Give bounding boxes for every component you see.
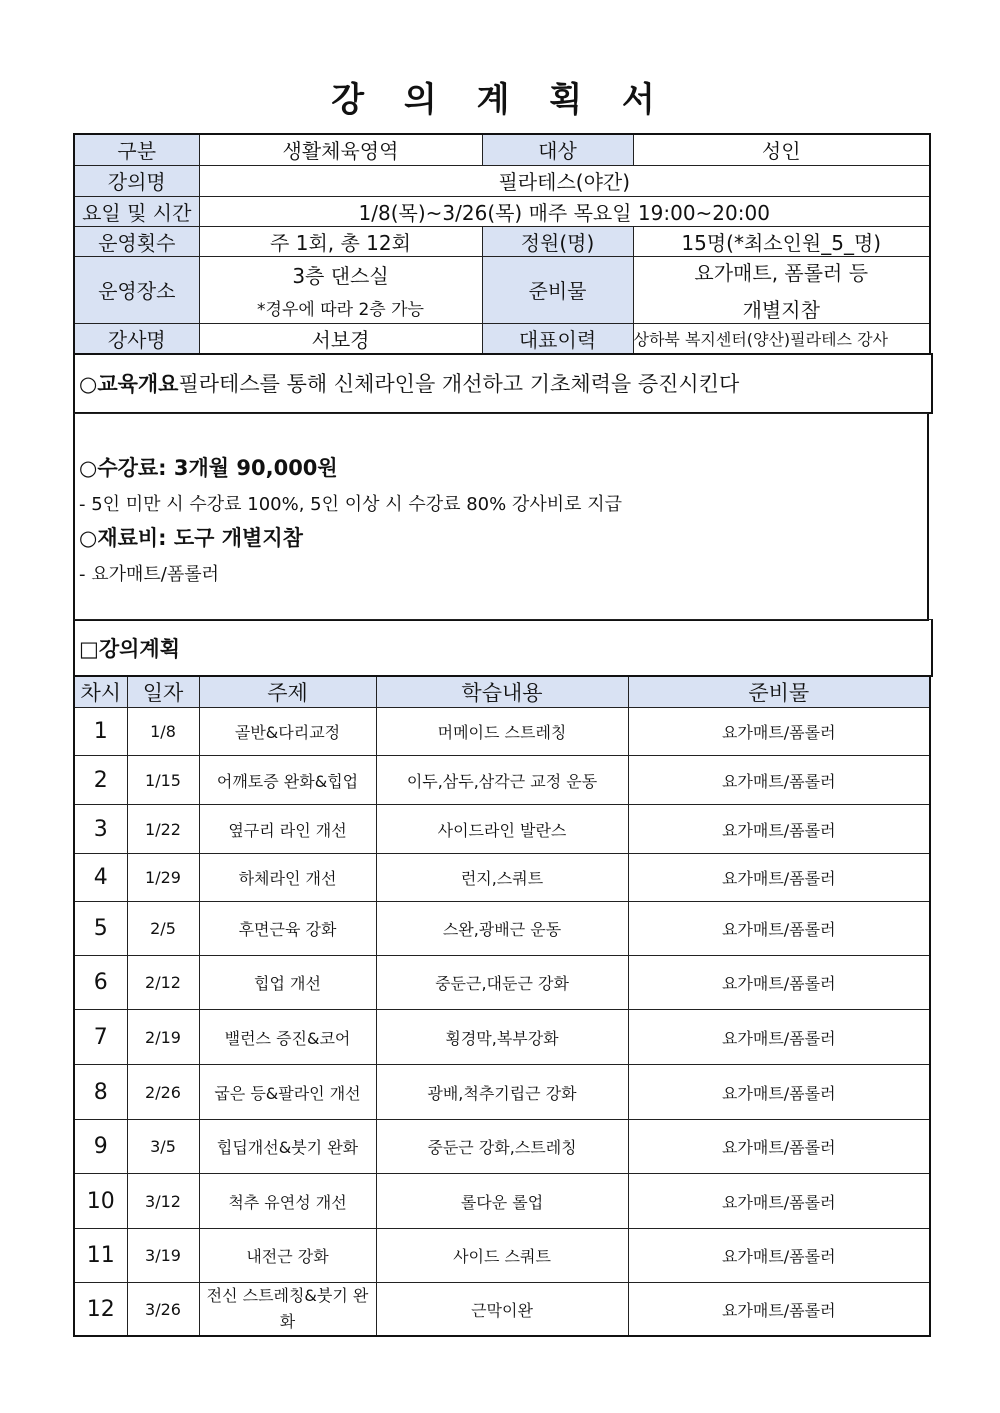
date-cell: 3/26 <box>127 1283 199 1337</box>
content-cell: 런지,스쿼트 <box>376 854 628 902</box>
course-value: 필라테스(야간) <box>199 165 930 196</box>
topic-cell: 밸런스 증진&코어 <box>199 1010 376 1065</box>
document-title: 강 의 계 획 서 <box>331 80 669 120</box>
supplies-value <box>633 256 930 323</box>
table-row <box>74 805 930 854</box>
career-value: 상하북 복지센터(양산)필라테스 강사 <box>633 323 930 354</box>
topic-cell: 힙업 개선 <box>199 956 376 1010</box>
category-label: 구분 <box>74 134 199 165</box>
table-row <box>74 756 930 805</box>
session-number-cell: 1 <box>74 708 127 756</box>
topic-cell: 옆구리 라인 개선 <box>199 805 376 854</box>
session-number-cell: 12 <box>74 1283 127 1337</box>
lecture-schedule-table <box>73 675 931 1337</box>
career-label: 대표이력 <box>482 323 633 354</box>
supplies-cell: 요가매트/폼롤러 <box>628 902 930 956</box>
fee-note: - 5인 미만 시 수강료 100%, 5인 이상 시 수강료 80% 강사비로 지급 <box>79 494 623 515</box>
topic-cell: 어깨토증 완화&힙업 <box>199 756 376 805</box>
column-header: 준비물 <box>628 676 930 708</box>
material-note: - 요가매트/폼롤러 <box>79 564 219 585</box>
table-row <box>74 956 930 1010</box>
topic-cell: 전신 스트레칭&붓기 완화 <box>199 1283 376 1337</box>
supplies-cell: 요가매트/폼롤러 <box>628 1283 930 1337</box>
column-header: 차시 <box>74 676 127 708</box>
place-text: 3층 댄스실 <box>292 263 389 288</box>
place-label: 운영장소 <box>74 256 199 323</box>
table-row <box>74 854 930 902</box>
session-number-cell: 11 <box>74 1229 127 1283</box>
date-cell: 2/26 <box>127 1065 199 1120</box>
supplies-text: 요가매트, 폼롤러 등 <box>694 260 869 285</box>
count-value: 주 1회, 총 12회 <box>199 226 482 256</box>
capacity-label: 정원(명) <box>482 226 633 256</box>
table-row <box>74 1283 930 1337</box>
supplies-cell: 요가매트/폼롤러 <box>628 708 930 756</box>
date-cell: 2/12 <box>127 956 199 1010</box>
target-value: 성인 <box>633 134 930 165</box>
content-cell: 롤다운 롤업 <box>376 1174 628 1229</box>
session-number-cell: 7 <box>74 1010 127 1065</box>
table-row <box>74 1010 930 1065</box>
supplies-cell: 요가매트/폼롤러 <box>628 805 930 854</box>
instructor-label: 강사명 <box>74 323 199 354</box>
supplies-cell: 요가매트/폼롤러 <box>628 1010 930 1065</box>
date-cell: 3/12 <box>127 1174 199 1229</box>
session-number-cell: 6 <box>74 956 127 1010</box>
date-cell: 1/29 <box>127 854 199 902</box>
supplies-note: 개별지참 <box>742 297 820 322</box>
content-cell: 머메이드 스트레칭 <box>376 708 628 756</box>
capacity-value: 15명(*최소인원_5_명) <box>633 226 930 256</box>
content-cell: 사이드라인 발란스 <box>376 805 628 854</box>
category-value: 생활체육영역 <box>199 134 482 165</box>
supplies-cell: 요가매트/폼롤러 <box>628 1120 930 1174</box>
content-cell: 중둔근,대둔근 강화 <box>376 956 628 1010</box>
instructor-value: 서보경 <box>199 323 482 354</box>
target-label: 대상 <box>482 134 633 165</box>
date-cell: 3/5 <box>127 1120 199 1174</box>
date-cell: 2/5 <box>127 902 199 956</box>
table-row <box>74 1229 930 1283</box>
place-value <box>199 256 482 323</box>
material-title: ○재료비: 도구 개별지참 <box>79 526 303 550</box>
content-cell: 스완,광배근 운동 <box>376 902 628 956</box>
supplies-cell: 요가매트/폼롤러 <box>628 1229 930 1283</box>
session-number-cell: 2 <box>74 756 127 805</box>
session-number-cell: 8 <box>74 1065 127 1120</box>
fee-section <box>73 413 929 621</box>
table-row <box>74 902 930 956</box>
count-label: 운영횟수 <box>74 226 199 256</box>
plan-title: □강의계획 <box>73 619 933 677</box>
fee-title: ○수강료: 3개월 90,000원 <box>79 456 338 480</box>
course-label: 강의명 <box>74 165 199 196</box>
content-cell: 근막이완 <box>376 1283 628 1337</box>
supplies-label: 준비물 <box>482 256 633 323</box>
content-cell: 횡경막,복부강화 <box>376 1010 628 1065</box>
content-cell: 이두,삼두,삼각근 교정 운동 <box>376 756 628 805</box>
overview-label: ○교육개요 <box>79 371 179 396</box>
column-header: 학습내용 <box>376 676 628 708</box>
session-number-cell: 4 <box>74 854 127 902</box>
table-row <box>74 708 930 756</box>
date-cell: 1/15 <box>127 756 199 805</box>
table-row <box>74 1065 930 1120</box>
course-info-table <box>73 133 931 355</box>
place-note: *경우에 따라 2층 가능 <box>257 299 424 320</box>
column-header: 주제 <box>199 676 376 708</box>
content-cell: 광배,척추기립근 강화 <box>376 1065 628 1120</box>
supplies-cell: 요가매트/폼롤러 <box>628 756 930 805</box>
supplies-cell: 요가매트/폼롤러 <box>628 854 930 902</box>
topic-cell: 골반&다리교정 <box>199 708 376 756</box>
topic-cell: 힙딥개선&붓기 완화 <box>199 1120 376 1174</box>
date-cell: 3/19 <box>127 1229 199 1283</box>
session-number-cell: 5 <box>74 902 127 956</box>
content-cell: 중둔근 강화,스트레칭 <box>376 1120 628 1174</box>
session-number-cell: 3 <box>74 805 127 854</box>
supplies-cell: 요가매트/폼롤러 <box>628 956 930 1010</box>
topic-cell: 내전근 강화 <box>199 1229 376 1283</box>
content-cell: 사이드 스쿼트 <box>376 1229 628 1283</box>
table-row <box>74 1120 930 1174</box>
date-cell: 1/8 <box>127 708 199 756</box>
schedule-value: 1/8(목)~3/26(목) 매주 목요일 19:00~20:00 <box>199 196 930 226</box>
topic-cell: 굽은 등&팔라인 개선 <box>199 1065 376 1120</box>
supplies-cell: 요가매트/폼롤러 <box>628 1174 930 1229</box>
date-cell: 1/22 <box>127 805 199 854</box>
table-row <box>74 1174 930 1229</box>
column-header: 일자 <box>127 676 199 708</box>
overview-text: 필라테스를 통해 신체라인을 개선하고 기초체력을 증진시킨다 <box>178 371 740 396</box>
date-cell: 2/19 <box>127 1010 199 1065</box>
topic-cell: 하체라인 개선 <box>199 854 376 902</box>
supplies-cell: 요가매트/폼롤러 <box>628 1065 930 1120</box>
schedule-label: 요일 및 시간 <box>74 196 199 226</box>
session-number-cell: 10 <box>74 1174 127 1229</box>
topic-cell: 척추 유연성 개선 <box>199 1174 376 1229</box>
overview-section <box>73 353 933 414</box>
session-number-cell: 9 <box>74 1120 127 1174</box>
topic-cell: 후면근육 강화 <box>199 902 376 956</box>
